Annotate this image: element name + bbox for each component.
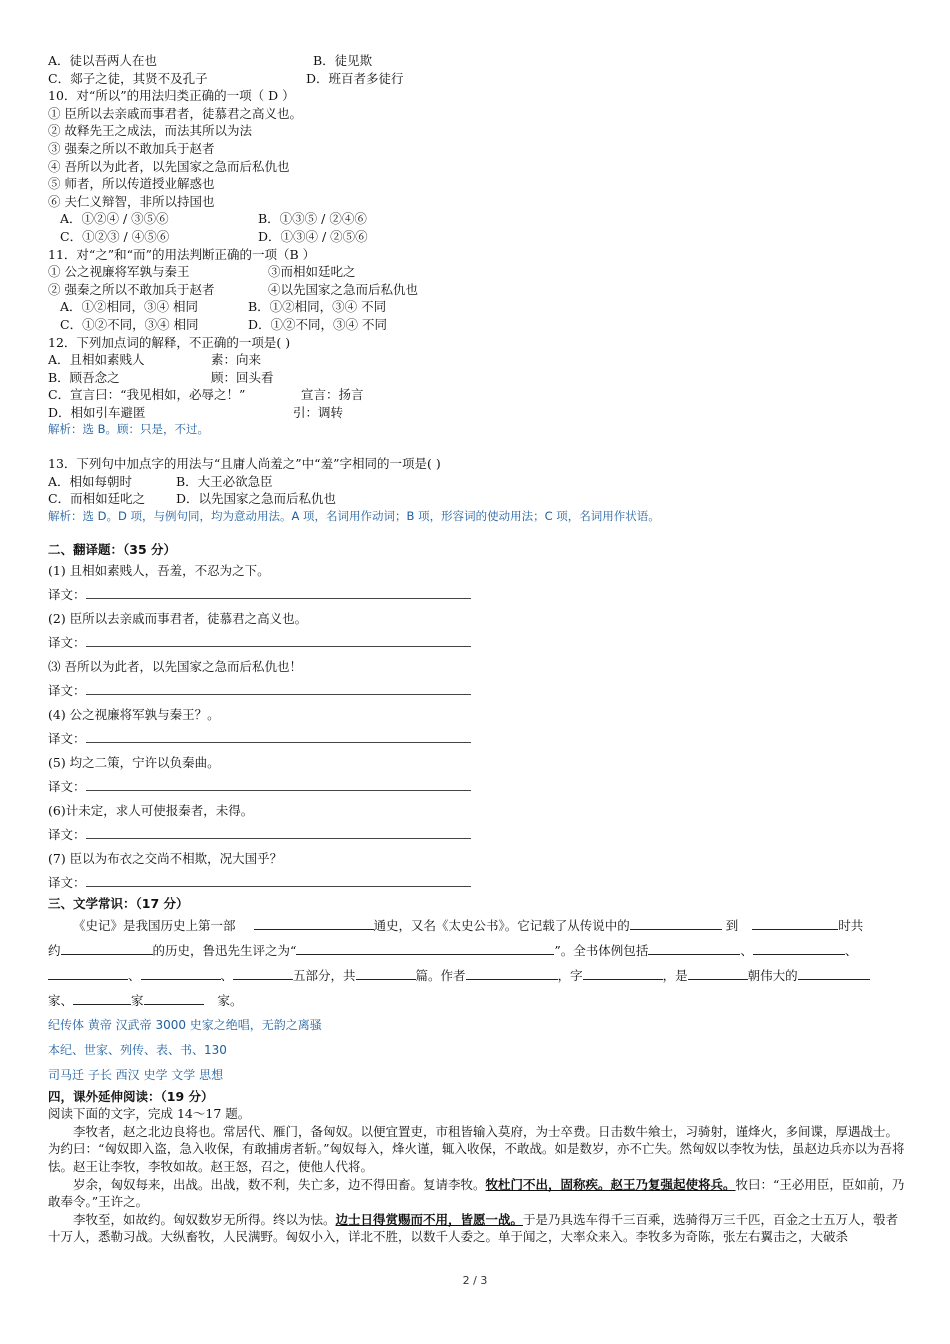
q12-row-a bbox=[48, 351, 908, 369]
literature-blank-7[interactable] bbox=[753, 941, 845, 955]
literature-text: ，是 bbox=[662, 967, 688, 983]
reading-paragraph-3 bbox=[48, 1211, 908, 1263]
literature-blank-6[interactable] bbox=[648, 941, 740, 955]
literature-answer-1: 纪传体 黄帝 汉武帝 3000 史家之绝唱，无韵之离骚 bbox=[48, 1017, 322, 1032]
q9-option-d: D．班百者多徒行 bbox=[306, 70, 404, 86]
translation-label: 译文： bbox=[48, 587, 86, 603]
translation-item-6: (6)计未定，求人可使报秦者，未得。 bbox=[48, 803, 254, 819]
q11-item-2: ② 强秦之所以不敢加兵于赵者 bbox=[48, 281, 215, 297]
literature-blank-16[interactable] bbox=[73, 991, 131, 1005]
q12-option-a: A．且相如素贱人 bbox=[48, 352, 145, 368]
literature-text: 篇。作者 bbox=[415, 967, 466, 983]
q9-row-cd bbox=[48, 70, 908, 88]
literature-blank-17[interactable] bbox=[144, 991, 204, 1005]
literature-text: 家 bbox=[131, 992, 144, 1008]
literature-text: 、 bbox=[220, 967, 234, 983]
q12-row-b bbox=[48, 369, 908, 387]
q10-row-ab bbox=[48, 210, 908, 228]
q9-option-c: C．郯子之徒，其贤不及孔子 bbox=[48, 70, 208, 86]
translation-label: 译文： bbox=[48, 875, 86, 891]
literature-text: 朝伟大的 bbox=[747, 967, 798, 983]
q10-item-5: ⑤ 师者，所以传道授业解惑也 bbox=[48, 176, 215, 192]
q11-option-b: B．①②相同，③④ 不同 bbox=[248, 299, 387, 315]
literature-blank-2[interactable] bbox=[630, 916, 722, 930]
q10-option-c: C．①②③ / ④⑤⑥ bbox=[60, 228, 170, 244]
literature-answer-3: 司马迁 子长 西汉 史学 文学 思想 bbox=[48, 1067, 224, 1082]
q10-item-3: ③ 强秦之所以不敢加兵于赵者 bbox=[48, 140, 215, 156]
q13-option-c: C．而相如廷叱之 bbox=[48, 491, 146, 507]
translation-input-4[interactable] bbox=[86, 730, 471, 743]
literature-blank-10[interactable] bbox=[233, 966, 293, 980]
literature-text: 、 bbox=[844, 942, 858, 958]
reading-heading: 四，课外延伸阅读：（19 分） bbox=[48, 1088, 214, 1104]
translation-item-1: (1) 且相如素贱人，吾羞，不忍为之下。 bbox=[48, 563, 270, 579]
literature-text: 的历史，鲁迅先生评之为“ bbox=[152, 942, 297, 958]
q13-row-cd bbox=[48, 490, 908, 508]
literature-text: 约 bbox=[48, 942, 61, 958]
q12-option-c: C．宣言曰：“我见相如，必辱之！” bbox=[48, 387, 246, 403]
q12-option-b-gloss: 顾：回头看 bbox=[211, 369, 274, 385]
literature-heading: 三、文学常识：（17 分） bbox=[48, 896, 189, 912]
literature-blank-5[interactable] bbox=[296, 941, 554, 955]
translation-item-7: (7) 臣以为布衣之交尚不相欺，况大国乎？ bbox=[48, 851, 283, 867]
q10-option-a: A．①②④ / ③⑤⑥ bbox=[60, 211, 169, 227]
q12-option-d-gloss: 引：调转 bbox=[293, 404, 344, 420]
literature-line-2 bbox=[48, 938, 908, 963]
translation-item-5: (5) 均之二策，宁许以负秦曲。 bbox=[48, 755, 220, 771]
q13-analysis: 解析：选 D。D 项，与例句同，均为意动用法。A 项，名词用作动词；B 项，形容词的使动用法；C 项，名词用作状语。 bbox=[48, 508, 660, 523]
q11-option-a: A．①②相同，③④ 相同 bbox=[60, 299, 199, 315]
translation-item-4: (4) 公之视廉将军孰与秦王？。 bbox=[48, 707, 220, 723]
literature-text: 五部分，共 bbox=[293, 967, 356, 983]
translation-answer-6 bbox=[48, 823, 908, 847]
reading-text: 李牧至，如故约。匈奴数岁无所得。终以为怯。 bbox=[73, 1211, 336, 1227]
reading-emphasis-2: 边士日得赏赐而不用，皆愿一战。 bbox=[335, 1211, 524, 1227]
literature-text: 通史，又名《太史公书》。它记载了从传说中的 bbox=[373, 917, 630, 933]
literature-blank-11[interactable] bbox=[356, 966, 416, 980]
literature-text: 、 bbox=[740, 942, 753, 958]
q13-option-b: B．大王必欲急臣 bbox=[176, 473, 273, 489]
literature-blank-8[interactable] bbox=[48, 966, 128, 980]
literature-text: 《史记》是我国历史上第一部 bbox=[73, 917, 236, 933]
q10-option-b: B．①③⑤ / ②④⑥ bbox=[258, 211, 367, 227]
literature-answer-2: 本纪、世家、列传、表、书、130 bbox=[48, 1042, 227, 1057]
literature-blank-3[interactable] bbox=[752, 916, 838, 930]
q11-row-24 bbox=[48, 281, 908, 299]
literature-line-1 bbox=[48, 913, 908, 938]
translation-label: 译文： bbox=[48, 731, 86, 747]
translation-answer-2 bbox=[48, 631, 908, 655]
q11-row-13 bbox=[48, 263, 908, 281]
q13-option-d: D．以先国家之急而后私仇也 bbox=[176, 491, 337, 507]
literature-blank-14[interactable] bbox=[688, 966, 748, 980]
q9-option-a: A．徒以吾两人在也 bbox=[48, 53, 158, 68]
q10-row-cd bbox=[48, 228, 908, 246]
q12-option-b: B．顾吾念之 bbox=[48, 369, 120, 385]
q12-row-d bbox=[48, 404, 908, 422]
translation-answer-5 bbox=[48, 775, 908, 799]
q10-item-4: ④ 吾所以为此者，以先国家之急而后私仇也 bbox=[48, 158, 290, 174]
q12-option-a-gloss: 素：向来 bbox=[211, 352, 262, 368]
translation-item-2: (2) 臣所以去亲戚而事君者，徒慕君之高义也。 bbox=[48, 611, 308, 627]
q11-item-3: ③而相如廷叱之 bbox=[268, 264, 356, 280]
literature-text: 家、 bbox=[48, 992, 74, 1008]
literature-text: 时共 bbox=[838, 917, 864, 933]
literature-blank-4[interactable] bbox=[61, 941, 153, 955]
q12-analysis: 解析：选 B。顾：只是，不过。 bbox=[48, 422, 210, 437]
reading-text: 牧曰：“王必用臣，臣如前，乃敢奉令。”王许之。 bbox=[48, 1176, 905, 1210]
literature-blank-1[interactable] bbox=[254, 916, 374, 930]
literature-text: 家。 bbox=[217, 992, 243, 1008]
literature-blank-13[interactable] bbox=[583, 966, 663, 980]
translation-answer-7 bbox=[48, 871, 908, 895]
literature-text: ，字 bbox=[557, 967, 583, 983]
translation-input-2[interactable] bbox=[86, 634, 471, 647]
literature-line-3 bbox=[48, 963, 908, 988]
translation-input-3[interactable] bbox=[86, 682, 471, 695]
q11-option-c: C．①②不同，③④ 相同 bbox=[60, 316, 199, 332]
q12-row-c bbox=[48, 386, 908, 404]
q10-item-2: ② 故释先王之成法，而法其所以为法 bbox=[48, 123, 252, 139]
q13-row-ab bbox=[48, 473, 908, 491]
q11-row-cd bbox=[48, 316, 908, 334]
translation-answer-4 bbox=[48, 727, 908, 751]
translation-label: 译文： bbox=[48, 635, 86, 651]
q13-option-a: A．相如每朝时 bbox=[48, 473, 133, 489]
literature-text: ”。全书体例包括 bbox=[554, 942, 649, 958]
reading-intro: 阅读下面的文字，完成 14～17 题。 bbox=[48, 1106, 251, 1122]
q11-row-ab bbox=[48, 298, 908, 316]
translation-input-6[interactable] bbox=[86, 826, 471, 839]
q12-stem: 12．下列加点词的解释，不正确的一项是( ) bbox=[48, 334, 291, 350]
literature-fill-in bbox=[48, 913, 908, 1088]
reading-paragraph-1: 李牧者，赵之北边良将也。常居代、雁门，备匈奴。以便宜置吏，市租皆输入莫府，为士卒费。日击数牛飨士，习骑射，谨烽火，多间谍，厚遇战士。为约曰：“匈奴即入盗，急入收保，有敢捕虏者斩。”匈奴每入，烽火谨，辄入收保，不敢战。如是数岁，亦不亡失。然匈奴以李牧为怯，虽赵边兵亦以为吾将怯。赵王让李牧，李牧如故。赵王怒，召之，使他人代将。 bbox=[48, 1123, 905, 1174]
literature-blank-9[interactable] bbox=[141, 966, 221, 980]
q13-stem: 13．下列句中加点字的用法与“且庸人尚羞之”中“羞”字相同的一项是( ) bbox=[48, 456, 441, 472]
q9-row-ab bbox=[48, 52, 908, 70]
translation-input-5[interactable] bbox=[86, 778, 471, 791]
reading-paragraph-2 bbox=[48, 1176, 908, 1211]
page-number: 2 / 3 bbox=[462, 1274, 488, 1287]
reading-text: 于是乃具选车得千三百乘，选骑得万三千匹，百金之士五万人，彀者十万人，悉勒习战。大纵畜牧，人民满野。匈奴小入，详北不胜，以数千人委之。单于闻之，大率众来入。李牧多为奇陈，张左右翼击之，大破杀 bbox=[48, 1211, 899, 1245]
translation-answer-3 bbox=[48, 679, 908, 703]
q11-stem: 11．对“之”和“而”的用法判断正确的一项（B ） bbox=[48, 246, 316, 262]
literature-blank-15[interactable] bbox=[798, 966, 870, 980]
q10-item-6: ⑥ 夫仁义辩智，非所以持国也 bbox=[48, 193, 215, 209]
translation-label: 译文： bbox=[48, 779, 86, 795]
reading-text: 岁余，匈奴每来，出战。出战，数不利，失亡多，边不得田畜。复请李牧。 bbox=[73, 1176, 486, 1192]
literature-line-4 bbox=[48, 988, 908, 1013]
q11-item-1: ① 公之视廉将军孰与秦王 bbox=[48, 264, 190, 280]
q9-option-b: B．徒见欺 bbox=[313, 53, 373, 68]
literature-blank-12[interactable] bbox=[466, 966, 558, 980]
q10-option-d: D．①③④ / ②⑤⑥ bbox=[258, 228, 368, 244]
translation-input-1[interactable] bbox=[86, 586, 471, 599]
translation-heading: 二、翻译题：（35 分） bbox=[48, 542, 176, 558]
reading-emphasis-1: 牧杜门不出，固称疾。赵王乃复强起使将兵。 bbox=[485, 1176, 736, 1192]
literature-text: 到 bbox=[725, 917, 739, 933]
translation-item-3: ⑶ 吾所以为此者，以先国家之急而后私仇也！ bbox=[48, 659, 302, 675]
q11-item-4: ④以先国家之急而后私仇也 bbox=[268, 281, 419, 297]
q11-option-d: D．①②不同，③④ 不同 bbox=[248, 316, 387, 332]
translation-label: 译文： bbox=[48, 827, 86, 843]
literature-text: 、 bbox=[128, 967, 141, 983]
translation-answer-1 bbox=[48, 583, 908, 607]
translation-label: 译文： bbox=[48, 683, 86, 699]
document-page bbox=[48, 52, 908, 1263]
q12-option-c-gloss: 宣言：扬言 bbox=[301, 387, 364, 403]
q10-item-1: ① 臣所以去亲戚而事君者，徒慕君之高义也。 bbox=[48, 105, 302, 121]
q12-option-d: D．相如引车避匿 bbox=[48, 404, 146, 420]
translation-input-7[interactable] bbox=[86, 874, 471, 887]
q10-stem: 10．对“所以”的用法归类正确的一项（ D ） bbox=[48, 88, 295, 104]
